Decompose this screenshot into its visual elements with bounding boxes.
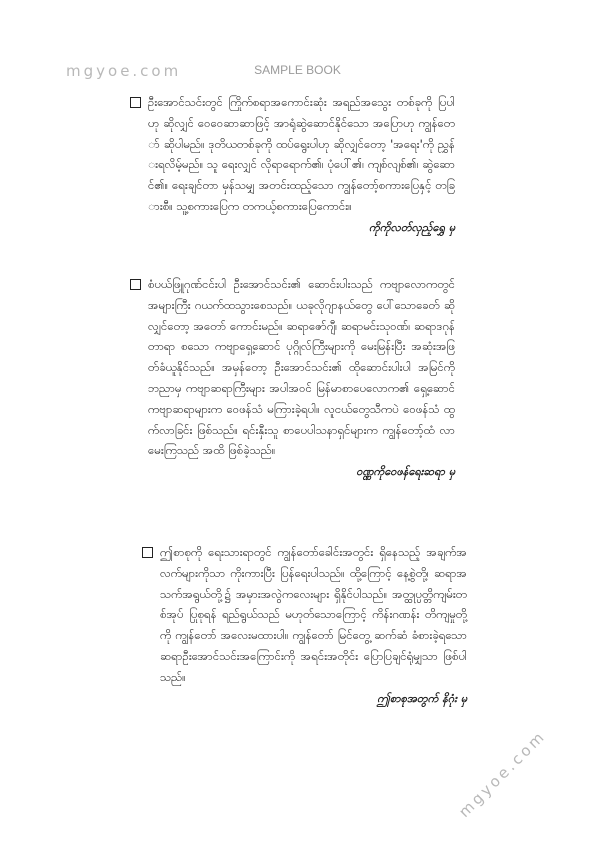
quote-text: စံပယ်ဖြူဂုဏ်ငင်းပါ ဦးအောင်သင်း၏ ဆောင်းပါးသည် ကဗျာလောကတွင် အများကြီး ဂယက်ထသွားစေသည်။ ယခုလိုဂျာနယ်တွေ ပေါ်သောခေတ် ဆိုလျှင်တော့ အတော် ကောင်းမည်။ ဆရာဇော်ဂျီ၊ ဆရာမင်းသုဝဏ်၊ ဆရာဒဂုန်တာရာ စသော ကဗျာရှေ့ဆောင် ပုဂ္ဂိုလ်ကြီးများကို မေးမြန်းပြီး အဆုံးအဖြတ်ခံယူနိုင်သည်။ အမှန်တော့ ဦးအောင်သင်း၏ ထိုဆောင်းပါးပါ အမြင်ကို ဘညာမှ ကဗျာဆရာကြီးများ အပါအဝင် မြန်မာစာပေလောက၏ ရှေ့ဆောင်ကဗျာဆရာများက ဝေဖန်သံ မကြားခဲ့ရပါ။ လူငယ်တွေသီကပဲ ဝေဖန်သံ ထွက်လာခြင်း ဖြစ်သည်။ ရင်းနှီးသူ စာပေပါသနာရှင်များက ကျွန်တော့်ထံ လာမေးကြသည် အထိ ဖြစ်ခဲ့သည်။ (148, 277, 455, 458)
quote-row (142, 542, 467, 688)
checkbox-bullet-icon (142, 547, 153, 558)
quote-block-1 (130, 92, 455, 237)
watermark-top-left: mgyoe.com (66, 62, 182, 80)
quote-source: ဤစာစုအတွက် နိဂုံး မှ (377, 691, 467, 705)
watermark-bottom-right: mgyoe.com (455, 726, 550, 821)
quote-block-3 (142, 542, 467, 708)
quote-row (130, 274, 455, 461)
quote-row (130, 92, 455, 217)
quote-block-2 (130, 274, 455, 481)
page-header: SAMPLE BOOK (254, 63, 341, 77)
quote-source: ကိုကိုလတ်လှည့်ရွှေ မှ (368, 220, 455, 234)
quote-text: ဤစာစုကို ရေးသားရာတွင် ကျွန်တော်ခေါင်းအတွင်း ရှိနေသည့် အချက်အလက်များကိုသာ ကိုးကားပြီး ပြန်ရေးပါသည်။ ထို့ကြောင့် နေ့စွဲတို့၊ ဆရာအသက်အရွယ်တို့၌ အမှားအလွဲကလေးများ ရှိနိုင်ပါသည်။ အတ္ထုပ္ပတ္တိကျမ်းတစ်အုပ် ပြုစုရန် ရည်ရွယ်သည် မဟုတ်သောကြောင့် ကိန်းဂဏန်း တိကျမှုတို့ကို ကျွန်တော် အလေးမထားပါ။ ကျွန်တော် မြင်တွေ့ ဆက်ဆံ ခံစားခဲ့ရသော ဆရာဦးအောင်သင်းအကြောင်းကို အရင်းအတိုင်း ပြောပြချင်ရုံမျှသာ ဖြစ်ပါသည်။ (160, 545, 467, 684)
checkbox-bullet-icon (130, 279, 141, 290)
quote-source: ဝဏ္ဏကိုဝေဖန်ရေးဆရာ မှ (356, 465, 455, 479)
quote-text: ဦးအောင်သင်းတွင် ကြိုက်စရာအကောင်းဆုံး အရည်အသွေး တစ်ခုကို ပြပါဟု ဆိုလျှင် ဝေဝေဆာဆာဖြင့် အာရုံဆွဲဆောင်နိုင်သော အပြောဟု ကျွန်တော် ဆိုပါမည်။ ဒုတိယတစ်ခုကို ထပ်ရွေးပါဟု ဆိုလျှင်တော့ 'အရေး'ကို ညွှန်းရလိမ့်မည်။ သူ ရေးလျှင် လိုရာရောက်၏၊ ပုံပေါ်၏၊ ကျစ်လျစ်၏၊ ဆွဲဆောင်၏။ ရေးချင်တာ မှန်သမျှ အတင်းထည့်သော ကျွန်တော့်စကားပြေနှင့် တခြားစီ။ သူ့စကားပြေက တကယ့်စကားပြေကောင်း။ (148, 95, 455, 213)
checkbox-bullet-icon (130, 97, 141, 108)
